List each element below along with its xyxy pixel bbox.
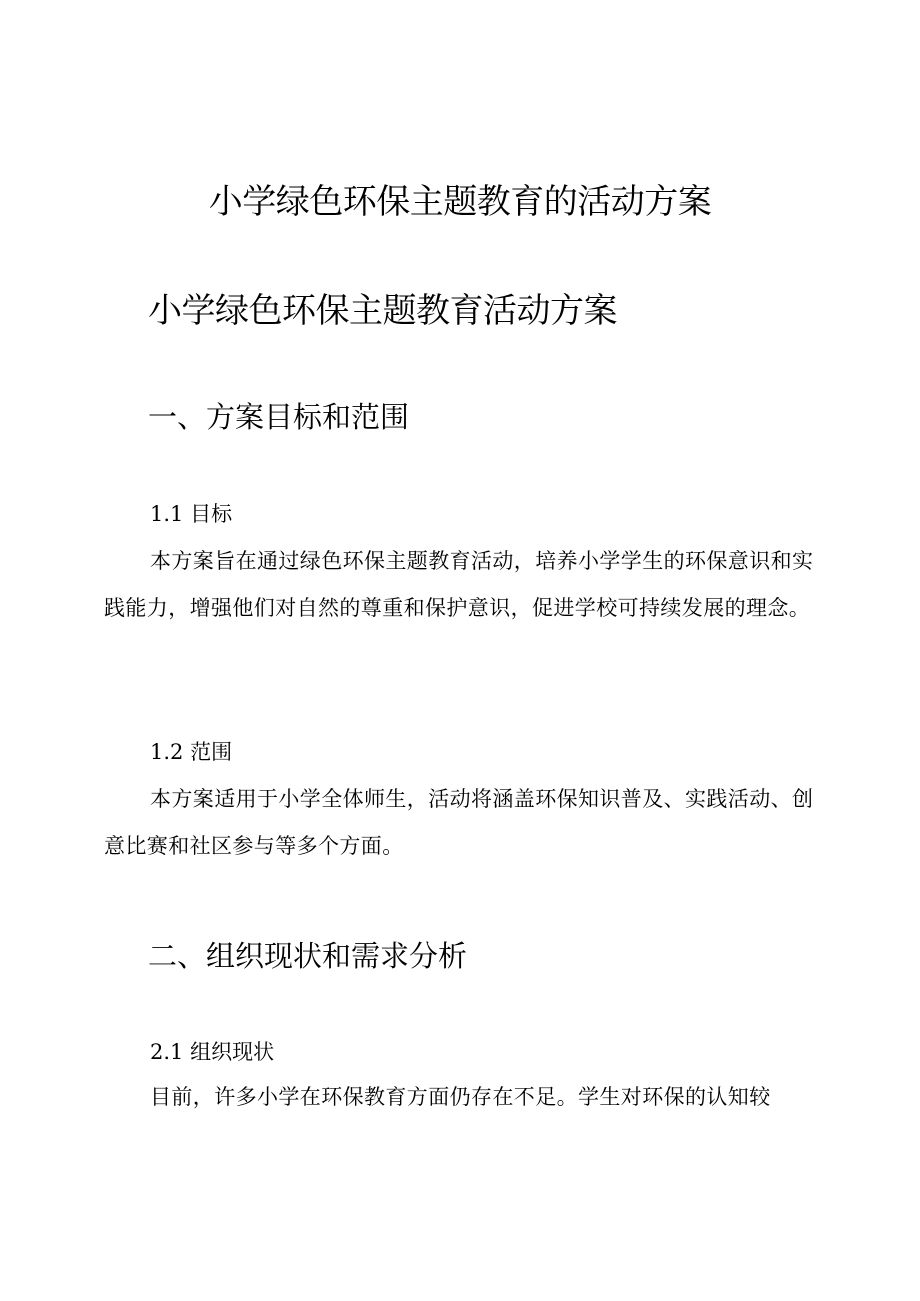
subsection-heading-1-1: 1.1 目标 bbox=[150, 502, 233, 526]
paragraph-status: 目前，许多小学在环保教育方面仍存在不足。学生对环保的认知较 bbox=[150, 1085, 771, 1109]
paragraph-scope: 本方案适用于小学全体师生，活动将涵盖环保知识普及、实践活动、创意比赛和社区参与等多个方面。 bbox=[104, 787, 814, 858]
section-heading-2: 二、组织现状和需求分析 bbox=[148, 939, 468, 973]
document-subtitle: 小学绿色环保主题教育活动方案 bbox=[148, 291, 617, 331]
section-heading-1: 一、方案目标和范围 bbox=[148, 400, 410, 434]
subsection-heading-2-1: 2.1 组织现状 bbox=[150, 1040, 275, 1064]
subsection-heading-1-2: 1.2 范围 bbox=[150, 740, 233, 764]
document-title: 小学绿色环保主题教育的活动方案 bbox=[208, 182, 712, 222]
paragraph-goal: 本方案旨在通过绿色环保主题教育活动，培养小学学生的环保意识和实践能力，增强他们对自然的尊重和保护意识，促进学校可持续发展的理念。 bbox=[104, 549, 814, 620]
